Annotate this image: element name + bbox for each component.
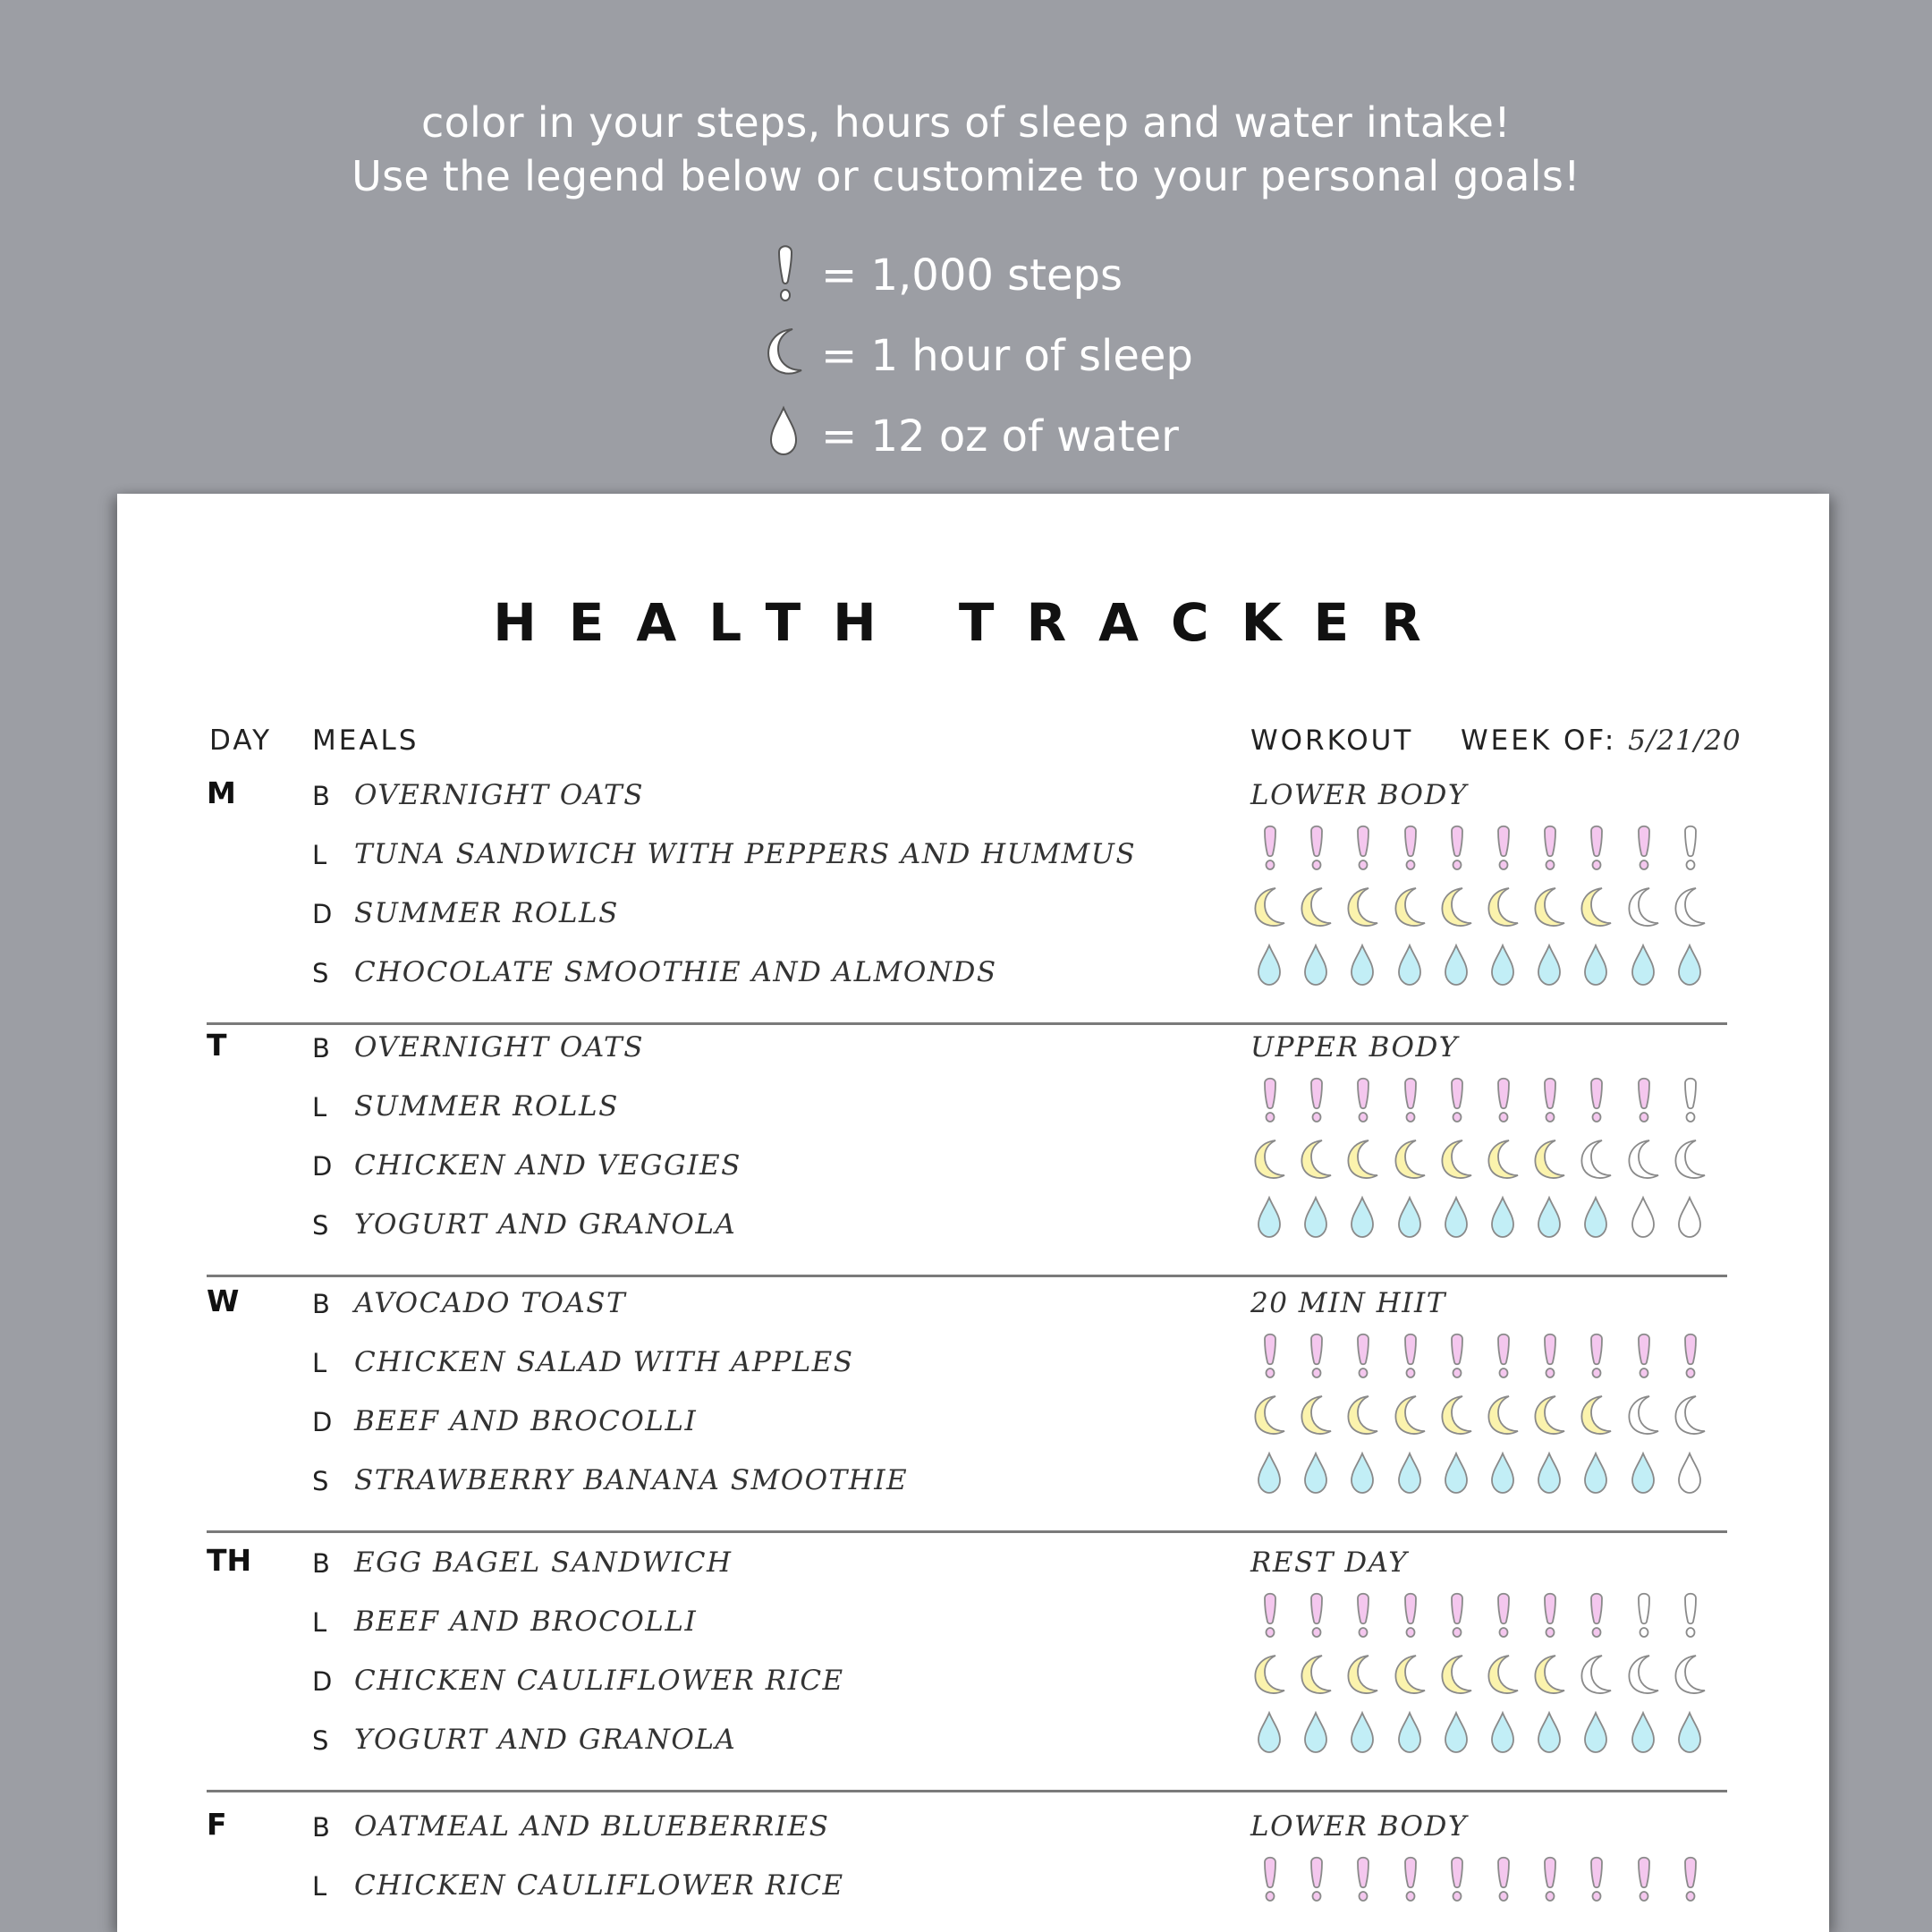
footprint-icon[interactable]: [1575, 1855, 1616, 1905]
meal-text: OVERNIGHT OATS: [354, 1031, 644, 1063]
moon-icon[interactable]: [1436, 883, 1477, 933]
day-label: TH: [207, 1543, 252, 1578]
water-drop-icon[interactable]: [1482, 1709, 1523, 1759]
meal-text: SUMMER ROLLS: [354, 1090, 619, 1123]
intro-area: [0, 0, 1932, 494]
moon-icon[interactable]: [1389, 883, 1430, 933]
water-drop-icon[interactable]: [1342, 1709, 1383, 1759]
water-drop-icon[interactable]: [1623, 1450, 1664, 1500]
water-icon-row: [1249, 1450, 1750, 1500]
day-label: F: [207, 1807, 227, 1842]
tracker-title: HEALTH TRACKER: [493, 592, 1453, 653]
day-divider: [207, 1790, 1727, 1792]
workout-text: LOWER BODY: [1250, 779, 1468, 811]
legend-sleep-text: = 1 hour of sleep: [821, 331, 1193, 381]
footprint-icon[interactable]: [1342, 1076, 1383, 1126]
steps-icon-row: [1249, 1076, 1750, 1126]
moon-icon[interactable]: [1482, 1135, 1523, 1185]
footprint-icon[interactable]: [1249, 1591, 1290, 1641]
meal-letter: L: [312, 1871, 327, 1902]
intro-line-2: Use the legend below or customize to your personal goals!: [352, 152, 1580, 200]
footprint-icon[interactable]: [1342, 1855, 1383, 1905]
moon-icon[interactable]: [1623, 1650, 1664, 1700]
meal-text: CHICKEN AND VEGGIES: [354, 1149, 741, 1182]
water-drop-icon[interactable]: [1529, 1709, 1570, 1759]
header-week-of-label: WEEK OF:: [1461, 724, 1617, 757]
footprint-icon[interactable]: [1295, 824, 1336, 874]
water-drop-icon[interactable]: [1575, 1194, 1616, 1244]
moon-icon[interactable]: [1249, 1391, 1290, 1441]
moon-icon[interactable]: [1575, 883, 1616, 933]
meal-letter: S: [312, 958, 329, 988]
moon-icon[interactable]: [1669, 1650, 1710, 1700]
moon-icon[interactable]: [1669, 1391, 1710, 1441]
meal-text: AVOCADO TOAST: [354, 1287, 627, 1319]
moon-icon[interactable]: [1529, 1135, 1570, 1185]
water-drop-icon[interactable]: [1436, 1709, 1477, 1759]
steps-icon-row: [1249, 1332, 1750, 1382]
footprint-icon[interactable]: [1482, 1591, 1523, 1641]
meal-letter: L: [312, 1607, 327, 1638]
moon-icon[interactable]: [1249, 883, 1290, 933]
water-drop-icon[interactable]: [1342, 1450, 1383, 1500]
meal-text: EGG BAGEL SANDWICH: [354, 1546, 733, 1579]
water-drop-icon[interactable]: [1575, 942, 1616, 992]
water-drop-icon[interactable]: [1389, 1709, 1430, 1759]
workout-text: UPPER BODY: [1250, 1031, 1459, 1063]
footprint-icon[interactable]: [1436, 1855, 1477, 1905]
meal-letter: L: [312, 840, 327, 870]
footprint-icon[interactable]: [1436, 1591, 1477, 1641]
water-drop-icon[interactable]: [1529, 942, 1570, 992]
footprint-icon[interactable]: [1529, 1332, 1570, 1382]
footprint-icon[interactable]: [1623, 1855, 1664, 1905]
footprint-icon[interactable]: [1436, 1332, 1477, 1382]
water-drop-icon[interactable]: [1249, 942, 1290, 992]
footprint-icon[interactable]: [1575, 1591, 1616, 1641]
meal-letter: L: [312, 1348, 327, 1378]
meal-text: BEEF AND BROCOLLI: [354, 1606, 698, 1638]
footprint-icon[interactable]: [1342, 1332, 1383, 1382]
water-drop-icon[interactable]: [1623, 1194, 1664, 1244]
legend-water: [758, 402, 1385, 474]
moon-icon[interactable]: [1623, 883, 1664, 933]
header-day: DAY: [209, 724, 273, 757]
footprint-icon[interactable]: [1623, 1591, 1664, 1641]
footprint-icon[interactable]: [1529, 824, 1570, 874]
meal-text: TUNA SANDWICH WITH PEPPERS AND HUMMUS: [354, 838, 1137, 870]
footprint-icon[interactable]: [1669, 1855, 1710, 1905]
meal-letter: D: [312, 899, 333, 929]
footprint-icon[interactable]: [1389, 1855, 1430, 1905]
moon-icon[interactable]: [1529, 1391, 1570, 1441]
water-drop-icon[interactable]: [1389, 942, 1430, 992]
moon-icon[interactable]: [1575, 1391, 1616, 1441]
water-drop-icon[interactable]: [1669, 1194, 1710, 1244]
workout-text: 20 MIN HIIT: [1250, 1287, 1446, 1319]
water-drop-icon[interactable]: [1295, 942, 1336, 992]
meal-letter: B: [312, 1812, 330, 1843]
water-drop-icon: [758, 402, 812, 467]
moon-icon[interactable]: [1342, 1650, 1383, 1700]
water-drop-icon[interactable]: [1529, 1194, 1570, 1244]
footprint-icon[interactable]: [1436, 1076, 1477, 1126]
day-label: M: [207, 775, 236, 810]
header-meals: MEALS: [312, 724, 419, 757]
moon-icon[interactable]: [1575, 1650, 1616, 1700]
moon-icon[interactable]: [1389, 1135, 1430, 1185]
meal-text: OATMEAL AND BLUEBERRIES: [354, 1810, 830, 1843]
meal-text: CHICKEN SALAD WITH APPLES: [354, 1346, 854, 1378]
moon-icon[interactable]: [1623, 1135, 1664, 1185]
footprint-icon[interactable]: [1249, 1332, 1290, 1382]
footprint-icon[interactable]: [1249, 1076, 1290, 1126]
moon-icon[interactable]: [1623, 1391, 1664, 1441]
meal-text: CHICKEN CAULIFLOWER RICE: [354, 1665, 844, 1697]
water-drop-icon[interactable]: [1389, 1450, 1430, 1500]
meal-text: BEEF AND BROCOLLI: [354, 1405, 698, 1437]
legend-sleep: [758, 322, 1385, 394]
footprint-icon[interactable]: [1295, 1332, 1336, 1382]
meal-letter: B: [312, 781, 330, 811]
day-divider: [207, 1530, 1727, 1533]
workout-text: REST DAY: [1250, 1546, 1409, 1579]
footprint-icon[interactable]: [1249, 824, 1290, 874]
moon-icon[interactable]: [1249, 1135, 1290, 1185]
meal-text: STRAWBERRY BANANA SMOOTHIE: [354, 1464, 909, 1496]
footprint-icon[interactable]: [1295, 1591, 1336, 1641]
footprint-icon[interactable]: [1482, 1332, 1523, 1382]
water-drop-icon[interactable]: [1669, 1450, 1710, 1500]
moon-icon[interactable]: [1295, 1391, 1336, 1441]
water-drop-icon[interactable]: [1295, 1194, 1336, 1244]
steps-icon-row: [1249, 824, 1750, 874]
footprint-icon[interactable]: [1529, 1076, 1570, 1126]
moon-icon[interactable]: [1669, 883, 1710, 933]
day-label: W: [207, 1284, 240, 1318]
footprint-icon[interactable]: [1575, 824, 1616, 874]
water-drop-icon[interactable]: [1482, 1450, 1523, 1500]
footprint-icon[interactable]: [1342, 824, 1383, 874]
meal-letter: B: [312, 1033, 330, 1063]
footprint-icon[interactable]: [1575, 1332, 1616, 1382]
water-drop-icon[interactable]: [1482, 942, 1523, 992]
footprint-icon[interactable]: [1389, 1332, 1430, 1382]
steps-icon-row: [1249, 1591, 1750, 1641]
legend-water-text: = 12 oz of water: [821, 411, 1179, 462]
header-week-of: [1461, 724, 1741, 757]
meal-letter: S: [312, 1210, 329, 1241]
water-drop-icon[interactable]: [1249, 1194, 1290, 1244]
workout-text: LOWER BODY: [1250, 1810, 1468, 1843]
intro-line-1: color in your steps, hours of sleep and water intake!: [421, 98, 1511, 147]
footprint-icon[interactable]: [1295, 1076, 1336, 1126]
day-divider: [207, 1022, 1727, 1025]
meal-text: SUMMER ROLLS: [354, 897, 619, 929]
water-drop-icon[interactable]: [1623, 942, 1664, 992]
moon-icon[interactable]: [1669, 1135, 1710, 1185]
moon-icon[interactable]: [1436, 1391, 1477, 1441]
footprint-icon[interactable]: [1389, 1591, 1430, 1641]
moon-icon[interactable]: [1249, 1650, 1290, 1700]
moon-icon[interactable]: [1482, 1650, 1523, 1700]
meal-text: OVERNIGHT OATS: [354, 779, 644, 811]
water-drop-icon[interactable]: [1389, 1194, 1430, 1244]
moon-icon[interactable]: [1482, 1391, 1523, 1441]
water-icon-row: [1249, 1194, 1750, 1244]
footprint-icon[interactable]: [1669, 1076, 1710, 1126]
steps-icon-row: [1249, 1855, 1750, 1905]
footprint-icon[interactable]: [1482, 1076, 1523, 1126]
sleep-icon-row: [1249, 883, 1750, 933]
moon-icon[interactable]: [1295, 1135, 1336, 1185]
meal-text: YOGURT AND GRANOLA: [354, 1724, 737, 1756]
water-drop-icon[interactable]: [1249, 1709, 1290, 1759]
footprint-icon[interactable]: [1389, 824, 1430, 874]
water-drop-icon[interactable]: [1575, 1450, 1616, 1500]
moon-icon[interactable]: [1436, 1135, 1477, 1185]
sleep-icon-row: [1249, 1650, 1750, 1700]
tracker-sheet: [117, 494, 1829, 1932]
footprint-icon[interactable]: [1623, 1332, 1664, 1382]
footprint-icon[interactable]: [1575, 1076, 1616, 1126]
day-label: T: [207, 1028, 227, 1063]
moon-icon[interactable]: [1529, 883, 1570, 933]
footprint-icon[interactable]: [1623, 1076, 1664, 1126]
day-divider: [207, 1275, 1727, 1277]
water-drop-icon[interactable]: [1342, 942, 1383, 992]
moon-icon[interactable]: [1389, 1391, 1430, 1441]
sleep-icon-row: [1249, 1135, 1750, 1185]
water-drop-icon[interactable]: [1436, 1450, 1477, 1500]
meal-letter: B: [312, 1548, 330, 1579]
footprint-icon[interactable]: [1482, 1855, 1523, 1905]
meal-letter: D: [312, 1407, 333, 1437]
footprint-icon[interactable]: [1623, 824, 1664, 874]
meal-letter: S: [312, 1466, 329, 1496]
footprint-icon[interactable]: [1436, 824, 1477, 874]
moon-icon[interactable]: [1342, 1391, 1383, 1441]
moon-icon[interactable]: [1295, 883, 1336, 933]
meal-letter: D: [312, 1666, 333, 1697]
water-drop-icon[interactable]: [1529, 1450, 1570, 1500]
footprint-icon[interactable]: [1669, 824, 1710, 874]
footprint-icon[interactable]: [1295, 1855, 1336, 1905]
water-drop-icon[interactable]: [1669, 1709, 1710, 1759]
water-drop-icon[interactable]: [1575, 1709, 1616, 1759]
footprint-icon[interactable]: [1482, 824, 1523, 874]
water-drop-icon[interactable]: [1482, 1194, 1523, 1244]
footprint-icon[interactable]: [1389, 1076, 1430, 1126]
legend-steps-text: = 1,000 steps: [821, 250, 1123, 301]
moon-icon[interactable]: [1575, 1135, 1616, 1185]
moon-icon[interactable]: [1389, 1650, 1430, 1700]
header-week-of-value: 5/21/20: [1628, 724, 1741, 757]
water-drop-icon[interactable]: [1669, 942, 1710, 992]
meal-letter: L: [312, 1092, 327, 1123]
legend-steps: [758, 242, 1385, 313]
meal-letter: S: [312, 1725, 329, 1756]
moon-icon[interactable]: [1529, 1650, 1570, 1700]
header-workout: WORKOUT: [1250, 724, 1414, 757]
moon-icon[interactable]: [1342, 883, 1383, 933]
water-drop-icon[interactable]: [1295, 1450, 1336, 1500]
moon-icon[interactable]: [1436, 1650, 1477, 1700]
moon-icon[interactable]: [1342, 1135, 1383, 1185]
footprint-icon[interactable]: [1669, 1332, 1710, 1382]
water-drop-icon[interactable]: [1295, 1709, 1336, 1759]
water-icon-row: [1249, 1709, 1750, 1759]
footprint-icon[interactable]: [1529, 1855, 1570, 1905]
footprint-icon: [758, 242, 812, 306]
moon-icon[interactable]: [1295, 1650, 1336, 1700]
sleep-icon-row: [1249, 1391, 1750, 1441]
water-drop-icon[interactable]: [1623, 1709, 1664, 1759]
moon-icon: [758, 322, 812, 386]
water-drop-icon[interactable]: [1342, 1194, 1383, 1244]
meal-letter: D: [312, 1151, 333, 1182]
meal-letter: B: [312, 1289, 330, 1319]
footprint-icon[interactable]: [1529, 1591, 1570, 1641]
water-drop-icon[interactable]: [1249, 1450, 1290, 1500]
footprint-icon[interactable]: [1669, 1591, 1710, 1641]
water-icon-row: [1249, 942, 1750, 992]
meal-text: YOGURT AND GRANOLA: [354, 1208, 737, 1241]
water-drop-icon[interactable]: [1436, 942, 1477, 992]
meal-text: CHOCOLATE SMOOTHIE AND ALMONDS: [354, 956, 997, 988]
footprint-icon[interactable]: [1249, 1855, 1290, 1905]
water-drop-icon[interactable]: [1436, 1194, 1477, 1244]
moon-icon[interactable]: [1482, 883, 1523, 933]
footprint-icon[interactable]: [1342, 1591, 1383, 1641]
meal-text: CHICKEN CAULIFLOWER RICE: [354, 1869, 844, 1902]
